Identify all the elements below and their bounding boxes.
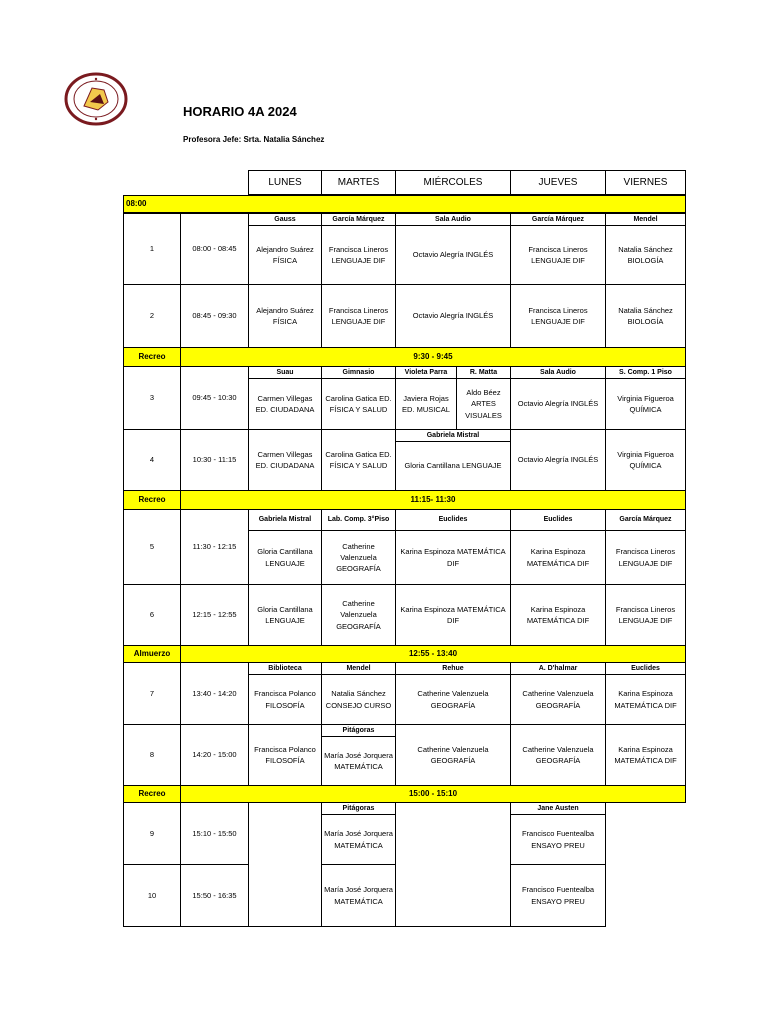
class-cell: Francisco Fuentealba ENSAYO PREU (510, 814, 606, 865)
break-label: Recreo (123, 347, 181, 367)
class-cell: Francisca Polanco FILOSOFÍA (248, 724, 322, 786)
period-time: 09:45 - 10:30 (180, 366, 249, 430)
class-cell: Francisca Lineros LENGUAJE DIF (605, 584, 686, 646)
room-label: García Márquez (605, 509, 686, 531)
room-label: Mendel (605, 213, 686, 226)
class-cell: Catherine Valenzuela GEOGRAFÍA (321, 530, 396, 585)
room-label: Gauss (248, 213, 322, 226)
period-time: 15:50 - 16:35 (180, 864, 249, 927)
class-cell: Octavio Alegría INGLÉS (395, 225, 511, 285)
class-cell: Catherine Valenzuela GEOGRAFÍA (395, 724, 511, 786)
class-cell: María José Jorquera MATEMÁTICA (321, 814, 396, 865)
period-time: 14:20 - 15:00 (180, 724, 249, 786)
period-number: 1 (123, 213, 181, 285)
class-cell: Francisca Lineros LENGUAJE DIF (321, 225, 396, 285)
room-label: Jane Austen (510, 802, 606, 815)
class-cell: Gloria Cantillana LENGUAJE (395, 441, 511, 491)
room-label: A. D'halmar (510, 662, 606, 675)
class-cell: Javiera Rojas ED. MUSICAL (395, 378, 457, 430)
room-label: García Márquez (321, 213, 396, 226)
lunch-time: 12:55 - 13:40 (180, 645, 686, 663)
room-label: S. Comp. 1 Piso (605, 366, 686, 379)
class-cell: Karina Espinoza MATEMÁTICA DIF (605, 724, 686, 786)
room-label: Suau (248, 366, 322, 379)
class-cell: Octavio Alegría INGLÉS (395, 284, 511, 348)
break-time: 9:30 - 9:45 (180, 347, 686, 367)
period-number: 9 (123, 802, 181, 865)
class-cell: Karina Espinoza MATEMÁTICA DIF (605, 674, 686, 725)
room-label: Pitágoras (321, 802, 396, 815)
class-cell: Aldo Béez ARTES VISUALES (456, 378, 511, 430)
room-label: Sala Audio (510, 366, 606, 379)
room-label: Violeta Parra (395, 366, 457, 379)
period-time: 15:10 - 15:50 (180, 802, 249, 865)
class-cell: Karina Espinoza MATEMÁTICA DIF (510, 530, 606, 585)
break-time: 15:00 - 15:10 (180, 785, 686, 803)
room-label: Gimnasio (321, 366, 396, 379)
grid-line (248, 802, 249, 927)
class-cell: Francisco Fuentealba ENSAYO PREU (510, 864, 606, 927)
class-cell: Octavio Alegría INGLÉS (510, 378, 606, 430)
start-time-bar: 08:00 (123, 195, 686, 213)
period-number: 2 (123, 284, 181, 348)
class-cell: Francisca Lineros LENGUAJE DIF (321, 284, 396, 348)
period-number: 4 (123, 429, 181, 491)
room-label: García Márquez (510, 213, 606, 226)
class-cell: Natalia Sánchez BIOLOGÍA (605, 284, 686, 348)
class-cell: Carmen Villegas ED. CIUDADANA (248, 378, 322, 430)
class-cell: Catherine Valenzuela GEOGRAFÍA (395, 674, 511, 725)
class-cell: Alejandro Suárez FÍSICA (248, 225, 322, 285)
day-header-monday: LUNES (248, 170, 322, 195)
class-cell: Francisca Polanco FILOSOFÍA (248, 674, 322, 725)
room-label: Gabriela Mistral (395, 429, 511, 442)
class-cell: Karina Espinoza MATEMÁTICA DIF (395, 584, 511, 646)
period-time: 12:15 - 12:55 (180, 584, 249, 646)
class-cell: Francisca Lineros LENGUAJE DIF (510, 225, 606, 285)
break-label: Recreo (123, 785, 181, 803)
class-cell: Gloria Cantillana LENGUAJE (248, 584, 322, 646)
class-cell: Carolina Gatica ED. FÍSICA Y SALUD (321, 429, 396, 491)
break-time: 11:15- 11:30 (180, 490, 686, 510)
day-header-friday: VIERNES (605, 170, 686, 195)
period-time: 10:30 - 11:15 (180, 429, 249, 491)
period-number: 6 (123, 584, 181, 646)
break-label: Recreo (123, 490, 181, 510)
class-cell: Octavio Alegría INGLÉS (510, 429, 606, 491)
class-cell: Carmen Villegas ED. CIUDADANA (248, 429, 322, 491)
room-label: Gabriela Mistral (248, 509, 322, 531)
room-label: Pitágoras (321, 724, 396, 737)
class-cell: Carolina Gatica ED. FÍSICA Y SALUD (321, 378, 396, 430)
lunch-label: Almuerzo (123, 645, 181, 663)
homeroom-teacher: Profesora Jefe: Srta. Natalia Sánchez (183, 135, 325, 144)
class-cell: Natalia Sánchez CONSEJO CURSO (321, 674, 396, 725)
room-label: Euclides (395, 509, 511, 531)
period-number: 10 (123, 864, 181, 927)
room-label: Mendel (321, 662, 396, 675)
class-cell: Gloria Cantillana LENGUAJE (248, 530, 322, 585)
class-cell: Catherine Valenzuela GEOGRAFÍA (321, 584, 396, 646)
period-number: 3 (123, 366, 181, 430)
room-label: Lab. Comp. 3°Piso (321, 509, 396, 531)
day-header-thursday: JUEVES (510, 170, 606, 195)
room-label: Sala Audio (395, 213, 511, 226)
class-cell: Karina Espinoza MATEMÁTICA DIF (395, 530, 511, 585)
class-cell: Virginia Figueroa QUÍMICA (605, 429, 686, 491)
class-cell: Natalia Sánchez BIOLOGÍA (605, 225, 686, 285)
class-cell: Virginia Figueroa QUÍMICA (605, 378, 686, 430)
room-label: Rehue (395, 662, 511, 675)
class-cell: María José Jorquera MATEMÁTICA (321, 864, 396, 927)
period-time: 08:00 - 08:45 (180, 213, 249, 285)
period-time: 13:40 - 14:20 (180, 662, 249, 725)
class-cell: Francisca Lineros LENGUAJE DIF (605, 530, 686, 585)
room-label: Biblioteca (248, 662, 322, 675)
class-cell: Karina Espinoza MATEMÁTICA DIF (510, 584, 606, 646)
class-cell: Francisca Lineros LENGUAJE DIF (510, 284, 606, 348)
class-cell: Catherine Valenzuela GEOGRAFÍA (510, 674, 606, 725)
class-cell: Alejandro Suárez FÍSICA (248, 284, 322, 348)
period-number: 5 (123, 509, 181, 585)
grid-line (123, 926, 606, 927)
period-time: 08:45 - 09:30 (180, 284, 249, 348)
room-label: Euclides (510, 509, 606, 531)
room-label: Euclides (605, 662, 686, 675)
period-number: 7 (123, 662, 181, 725)
schedule-title: HORARIO 4A 2024 (183, 104, 297, 119)
class-cell: Catherine Valenzuela GEOGRAFÍA (510, 724, 606, 786)
period-time: 11:30 - 12:15 (180, 509, 249, 585)
period-number: 8 (123, 724, 181, 786)
day-header-tuesday: MARTES (321, 170, 396, 195)
room-label: R. Matta (456, 366, 511, 379)
class-cell: María José Jorquera MATEMÁTICA (321, 736, 396, 786)
day-header-wednesday: MIÉRCOLES (395, 170, 511, 195)
